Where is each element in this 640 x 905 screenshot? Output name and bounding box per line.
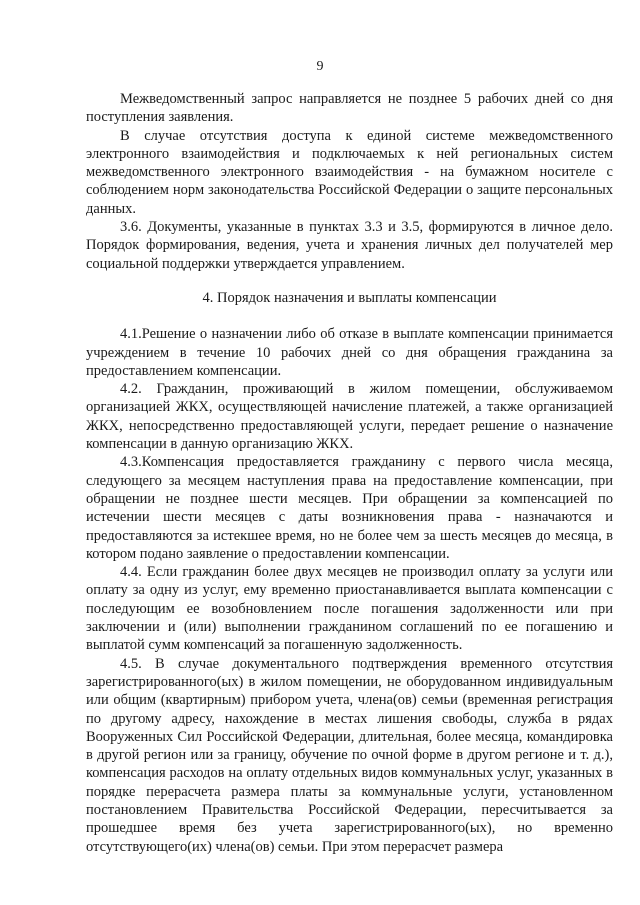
- section-4-heading: 4. Порядок назначения и выплаты компенсации: [202, 289, 497, 306]
- paragraph-4-4: 4.4. Если гражданин более двух месяцев не производил оплату за услуги или оплату за одну из услуг, ему временно приостанавливается выплата компенсации с последующим ее возобновлением после погашения задолженности или при заключении и (или) выполнении гражданином соглашений по ее погашению и выплатой сумм компенсаций за погашенную задолженность.: [86, 564, 613, 654]
- document-body: [86, 90, 613, 856]
- paragraph-4-5: 4.5. В случае документального подтверждения временного отсутствия зарегистрированного(ых) в жилом помещении, не оборудованном индивидуальным или общим (квартирным) прибором учета, члена(ов) семьи (временная регистрация по другому адресу, нахождение в местах лишения свободы, служба в рядах Вооруженных Сил Российской Федерации, длительная, более месяца, командировка в другой регион или за границу, обучение по очной форме в другом регионе и т. д.), компенсация расходов на оплату отдельных видов коммунальных услуг, указанных в порядке перерасчета размера платы за коммунальные услуги, установленном постановлением Правительства Российской Федерации, пересчитывается за прошедшее время без учета зарегистрированного(ых), но временно отсутствующего(их) члена(ов) семьи. При этом перерасчет размера: [86, 655, 613, 855]
- paragraph-4-1: 4.1.Решение о назначении либо об отказе в выплате компенсации принимается учреждением в течение 10 рабочих дней со дня обращения гражданина за предоставлением компенсации.: [86, 326, 613, 379]
- paragraph-interagency-request-deadline: Межведомственный запрос направляется не позднее 5 рабочих дней со дня поступления заявления.: [86, 91, 613, 126]
- paragraph-no-access-paper-carrier: В случае отсутствия доступа к единой системе межведомственного электронного взаимодействия и подключаемых к ней региональных систем межведомственного электронного взаимодействия - на бумажном носителе с соблюдением норм законодательства Российской Федерации о защите персональных данных.: [86, 127, 613, 217]
- paragraph-3-6-personal-file: 3.6. Документы, указанные в пунктах 3.3 и 3.5, формируются в личное дело. Порядок формирования, ведения, учета и хранения личных дел получателей мер социальной поддержки утверждается управлением.: [86, 219, 613, 272]
- page-number: 9: [316, 59, 324, 74]
- paragraph-4-3: 4.3.Компенсация предоставляется гражданину с первого числа месяца, следующего за месяцем наступления права на предоставление компенсации, при обращении не позднее шести месяцев. При обращении за компенсацией по истечении шести месяцев с даты возникновения права - назначаются и предоставляются за истекшее время, но не более чем за шесть месяцев до месяца, в котором подано заявление о предоставлении компенсации.: [86, 454, 613, 562]
- paragraph-4-2: 4.2. Гражданин, проживающий в жилом помещении, обслуживаемом организацией ЖКХ, осуществляющей начисление платежей, а также организацией ЖКХ, непосредственно предоставляющей услуги, передает решение о назначение компенсации в данную организацию ЖКХ.: [86, 381, 613, 453]
